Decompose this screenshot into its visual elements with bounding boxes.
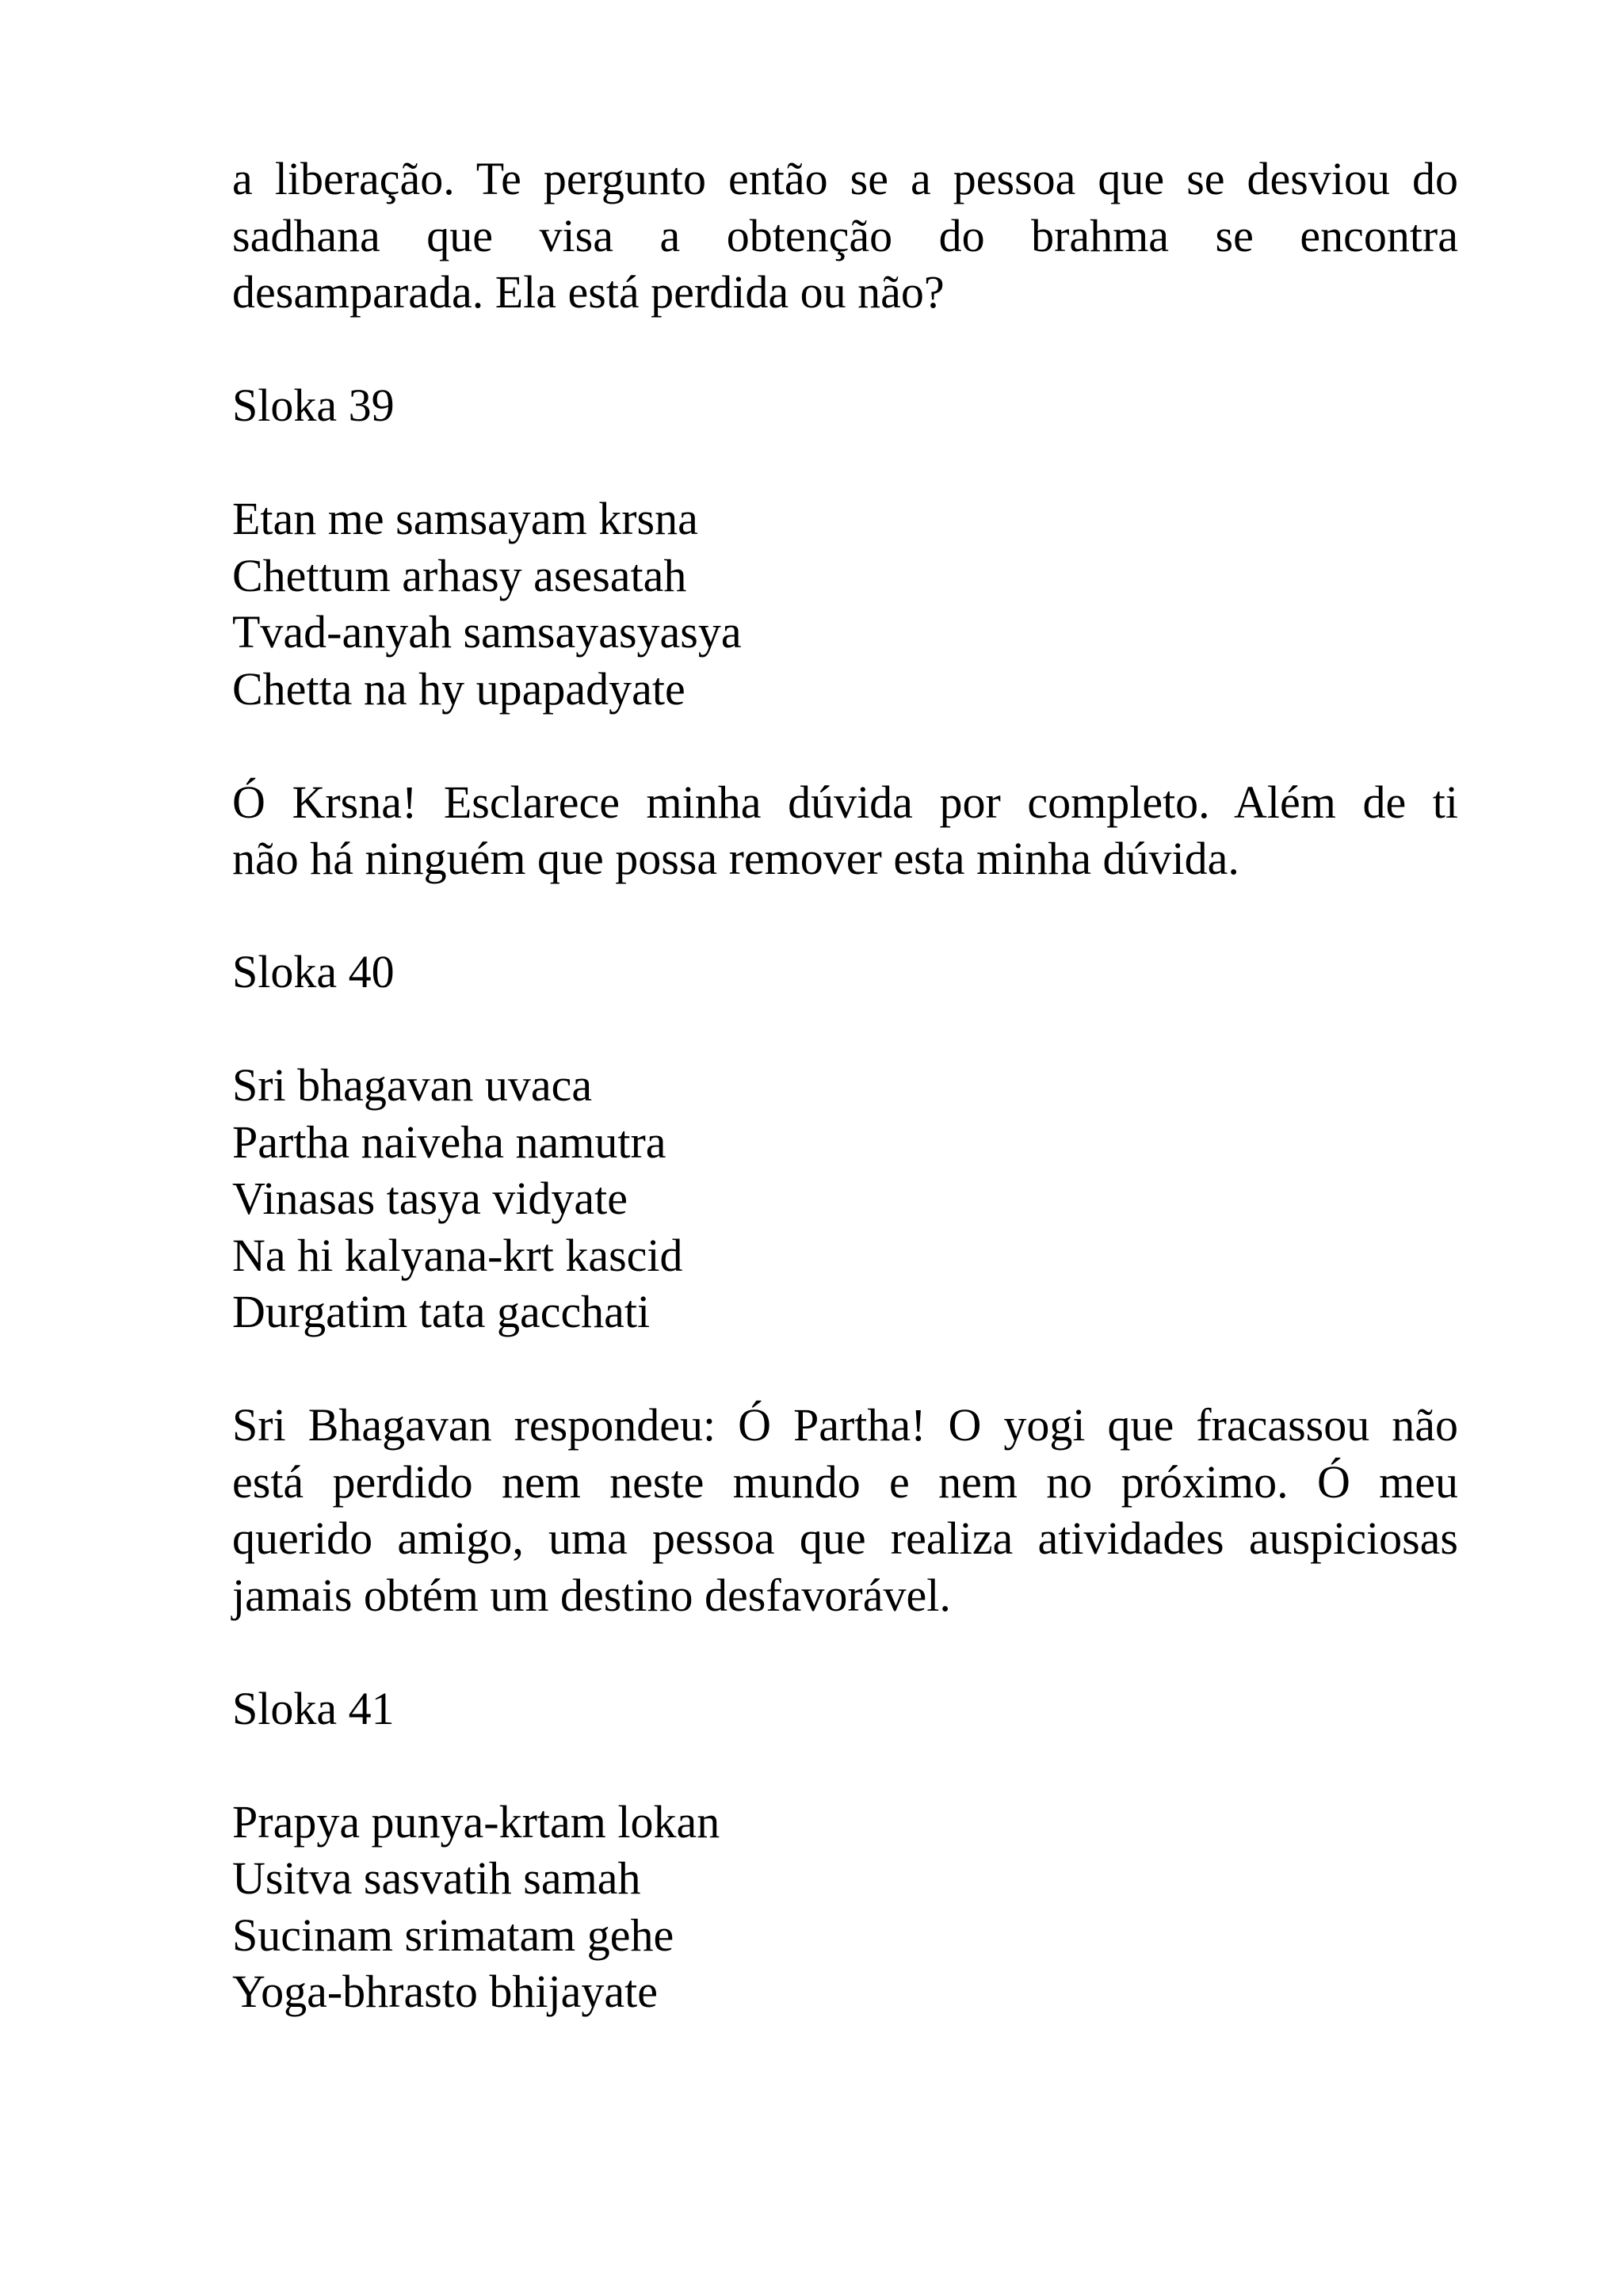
verse-line: Partha naiveha namutra [232, 1116, 666, 1168]
sloka-39-verse [232, 490, 1458, 717]
translation-line: querido amigo, uma pessoa que realiza atividades auspiciosas [232, 1512, 1458, 1564]
translation-line: Ó Krsna! Esclarece minha dúvida por completo. Além de ti [232, 776, 1458, 828]
verse-line: Durgatim tata gacchati [232, 1286, 651, 1337]
verse-line: Na hi kalyana-krt kascid [232, 1229, 683, 1281]
translation-line: não há ninguém que possa remover esta minha dúvida. [232, 833, 1239, 884]
verse-line: Tvad-anyah samsayasyasya [232, 606, 742, 658]
sloka-40-heading: Sloka 40 [232, 946, 395, 997]
sloka-41-heading: Sloka 41 [232, 1682, 395, 1734]
verse-line: Chettum arhasy asesatah [232, 549, 687, 601]
verse-line: Sri bhagavan uvaca [232, 1059, 593, 1111]
sloka-39-translation [232, 774, 1458, 887]
verse-line: Yoga-bhrasto bhijayate [232, 1966, 658, 2017]
verse-line: Prapya punya-krtam lokan [232, 1795, 720, 1848]
sloka-41-verse [232, 1794, 1458, 2020]
verse-line: Vinasas tasya vidyate [232, 1173, 628, 1224]
sloka-39-heading: Sloka 39 [232, 379, 395, 431]
verse-line: Chetta na hy upapadyate [232, 662, 685, 715]
sloka-40-translation [232, 1397, 1458, 1623]
paragraph-line: sadhana que visa a obtenção do brahma se encontra [232, 209, 1458, 261]
verse-line: Usitva sasvatih samah [232, 1852, 641, 1904]
page-content [232, 151, 1458, 2020]
verse-line: Sucinam srimatam gehe [232, 1909, 674, 1961]
translation-line: jamais obtém um destino desfavorável. [232, 1569, 951, 1621]
paragraph-line: a liberação. Te pergunto então se a pessoa que se desviou do [232, 153, 1458, 204]
verse-line: Etan me samsayam krsna [232, 493, 698, 544]
paragraph-line: desamparada. Ela está perdida ou não? [232, 266, 945, 318]
intro-paragraph [232, 151, 1458, 321]
translation-line: está perdido nem neste mundo e nem no próximo. Ó meu [232, 1455, 1458, 1508]
translation-line: Sri Bhagavan respondeu: Ó Partha! O yogi que fracassou não [232, 1399, 1458, 1451]
sloka-40-verse [232, 1057, 1458, 1341]
